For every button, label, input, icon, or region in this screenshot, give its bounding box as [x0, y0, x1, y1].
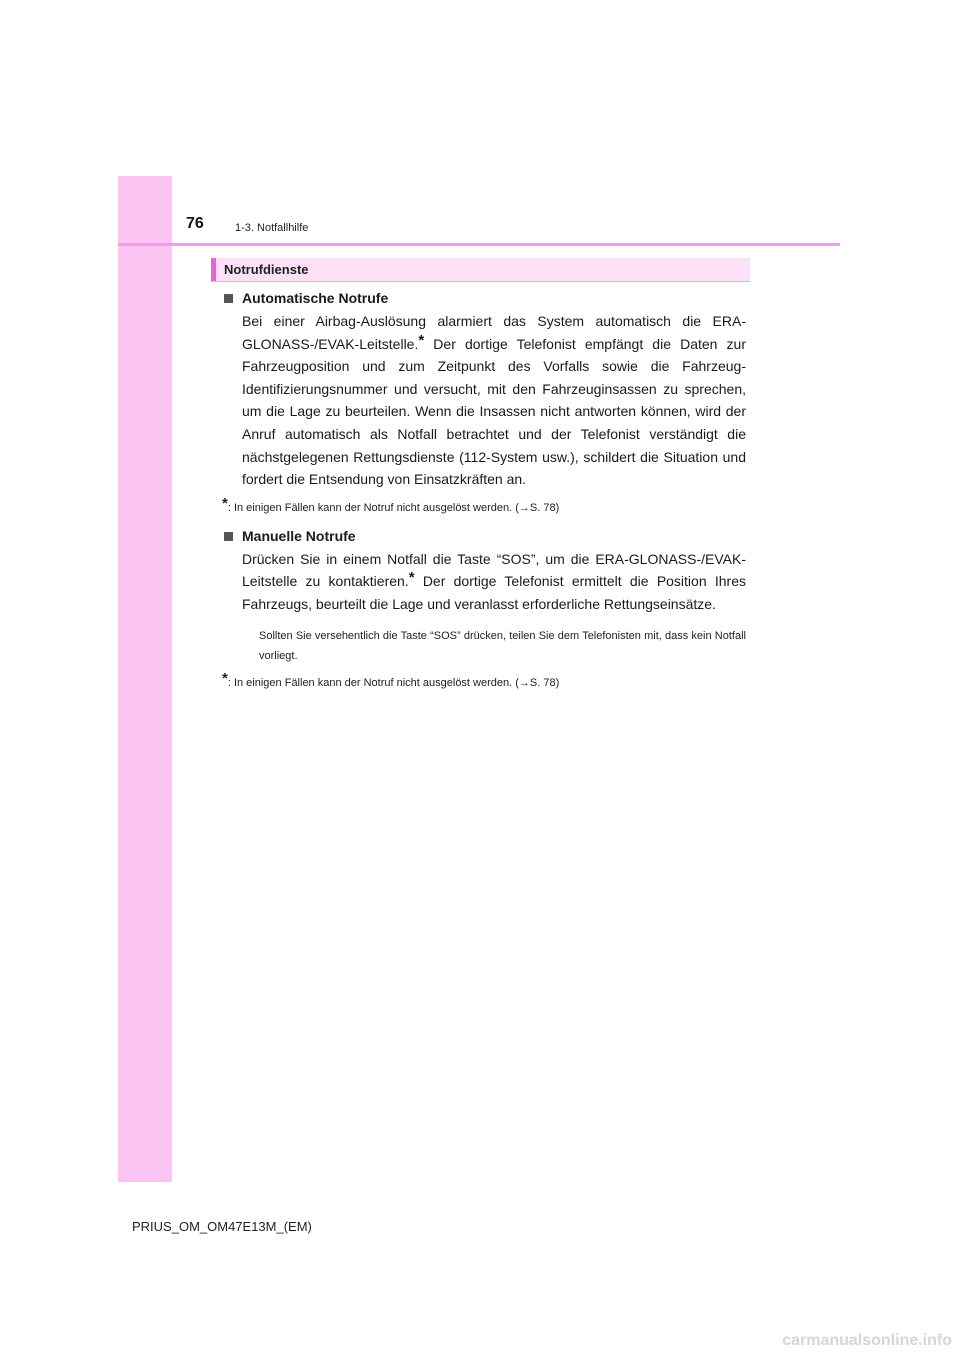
paragraph-text-part: Der dortige Telefonist empfängt die Daten zur Fahrzeugposition und zum Zeitpunkt des Vorfalls sowie die Fahrzeug-Identifizierungsnummer und versucht, mit den Fahrzeuginsassen zu sprechen, um die Lage zu beurteilen. Wenn die Insassen nicht antworten können, wird der Anruf automatisch als Notfall betrachtet und der Telefonist verständigt die nächstgelegenen Rettungsdienste (112-System usw.), schildert die Situation und fordert die Entsendung von Einsatzkräften an. — [242, 335, 746, 488]
document-code: PRIUS_OM_OM47E13M_(EM) — [132, 1219, 312, 1234]
footnote-text: : In einigen Fällen kann der Notruf nicht ausgelöst werden. (→S. 78) — [227, 501, 560, 514]
section-reference: 1-3. Notfallhilfe — [235, 222, 309, 234]
section-title: Notrufdienste — [224, 262, 309, 277]
footnote-manual — [222, 669, 746, 691]
info-note: Sollten Sie versehentlich die Taste “SOS” drücken, teilen Sie dem Telefonisten mit, dass kein Notfall vorliegt. — [259, 629, 746, 662]
footnote-marker: * — [418, 331, 425, 349]
paragraph-text-part: Drücken Sie in einem Notfall die Taste “SOS”, um die ERA-GLONASS-/EVAK-Leitstelle zu kontaktieren. — [242, 550, 746, 590]
section-accent-bar — [211, 258, 216, 281]
paragraph-automatic-calls — [242, 310, 746, 491]
watermark: carmanualsonline.info — [782, 1332, 952, 1349]
footnote-star: * — [222, 494, 228, 512]
footnote-automatic — [222, 494, 746, 516]
paragraph-manual-calls — [242, 548, 746, 616]
square-bullet-icon — [224, 294, 233, 303]
footnote-text: : In einigen Fällen kann der Notruf nicht ausgelöst werden. (→S. 78) — [227, 676, 560, 689]
subheading-manual-calls — [222, 526, 746, 546]
footnote-star: * — [222, 669, 228, 687]
page-number: 76 — [186, 215, 204, 232]
section-heading-box — [211, 258, 750, 282]
square-bullet-icon — [224, 532, 233, 541]
paragraph-text-part: Der dortige Telefonist ermittelt die Position Ihres Fahrzeugs, beurteilt die Lage und veranlasst erforderliche Rettungseinsätze. — [242, 573, 746, 612]
subheading-text: Manuelle Notrufe — [242, 527, 356, 544]
main-content — [222, 288, 746, 691]
header-rule — [118, 243, 840, 246]
footnote-marker: * — [408, 569, 415, 587]
subheading-automatic-calls — [222, 288, 746, 308]
paragraph-text-part: Bei einer Airbag-Auslösung alarmiert das System automatisch die ERA-GLONASS-/EVAK-Leitstelle. — [242, 313, 746, 352]
side-tab-band — [118, 176, 172, 1182]
subheading-text: Automatische Notrufe — [242, 290, 389, 306]
